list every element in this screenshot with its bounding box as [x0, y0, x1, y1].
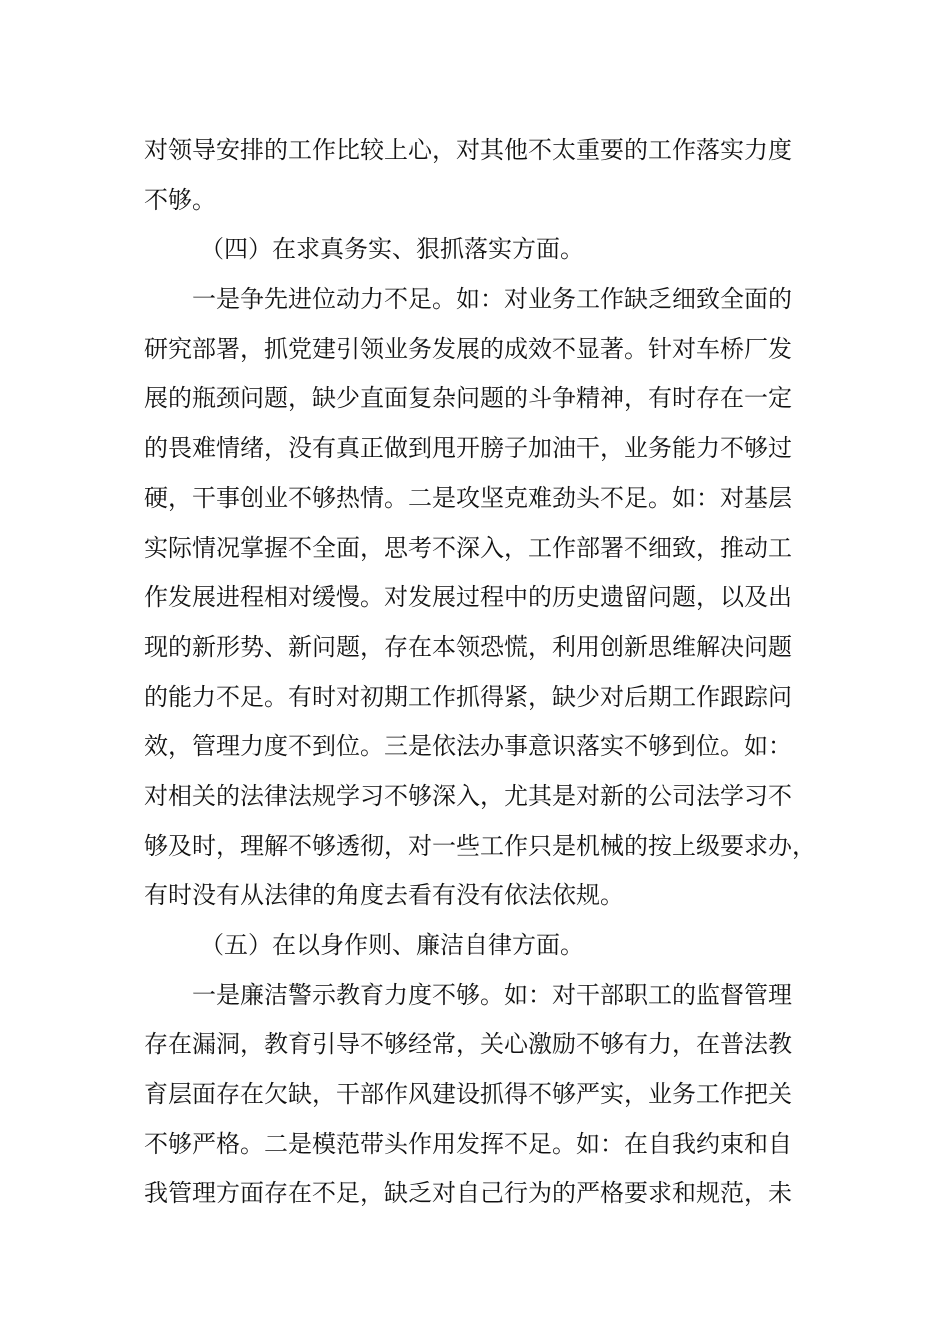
- text-line: 展的瓶颈问题，缺少直面复杂问题的斗争精神，有时存在一定: [144, 384, 792, 413]
- text-line: 存在漏洞，教育引导不够经常，关心激励不够有力，在普法教: [144, 1030, 792, 1059]
- section-heading-four: （四）在求真务实、狠抓落实方面。: [200, 235, 584, 264]
- text-line: 硬，干事创业不够热情。二是攻坚克难劲头不足。如：对基层: [144, 483, 792, 512]
- text-line: 我管理方面存在不足，缺乏对自己行为的严格要求和规范，未: [144, 1179, 792, 1208]
- text-line: 对领导安排的工作比较上心，对其他不太重要的工作落实力度: [144, 136, 792, 164]
- text-line: 育层面存在欠缺，干部作风建设抓得不够严实，业务工作把关: [144, 1080, 792, 1109]
- text-line: 对相关的法律法规学习不够深入，尤其是对新的公司法学习不: [144, 781, 792, 810]
- text-line: 不够严格。二是模范带头作用发挥不足。如：在自我约束和自: [144, 1129, 792, 1158]
- text-line: 现的新形势、新问题，存在本领恐慌，利用创新思维解决问题: [144, 632, 792, 661]
- paragraph-start: 一是争先进位动力不足。如：对业务工作缺乏细致全面的: [192, 285, 792, 314]
- document-body: [144, 126, 844, 1219]
- text-line: 的畏难情绪，没有真正做到甩开膀子加油干，业务能力不够过: [144, 434, 792, 463]
- text-line: 够及时，理解不够透彻，对一些工作只是机械的按上级要求办，: [144, 831, 816, 860]
- text-line: 实际情况掌握不全面，思考不深入，工作部署不细致，推动工: [144, 533, 792, 562]
- text-line: 作发展进程相对缓慢。对发展过程中的历史遗留问题，以及出: [144, 583, 792, 612]
- paragraph-start: 一是廉洁警示教育力度不够。如：对干部职工的监督管理: [192, 980, 792, 1009]
- text-line: 研究部署，抓党建引领业务发展的成效不显著。针对车桥厂发: [144, 334, 792, 363]
- text-line: 不够。: [144, 185, 216, 214]
- text-line: 有时没有从法律的角度去看有没有依法依规。: [144, 881, 624, 910]
- text-line: 的能力不足。有时对初期工作抓得紧，缺少对后期工作跟踪问: [144, 682, 792, 711]
- section-heading-five: （五）在以身作则、廉洁自律方面。: [200, 931, 584, 959]
- text-line: 效，管理力度不到位。三是依法办事意识落实不够到位。如：: [144, 732, 792, 761]
